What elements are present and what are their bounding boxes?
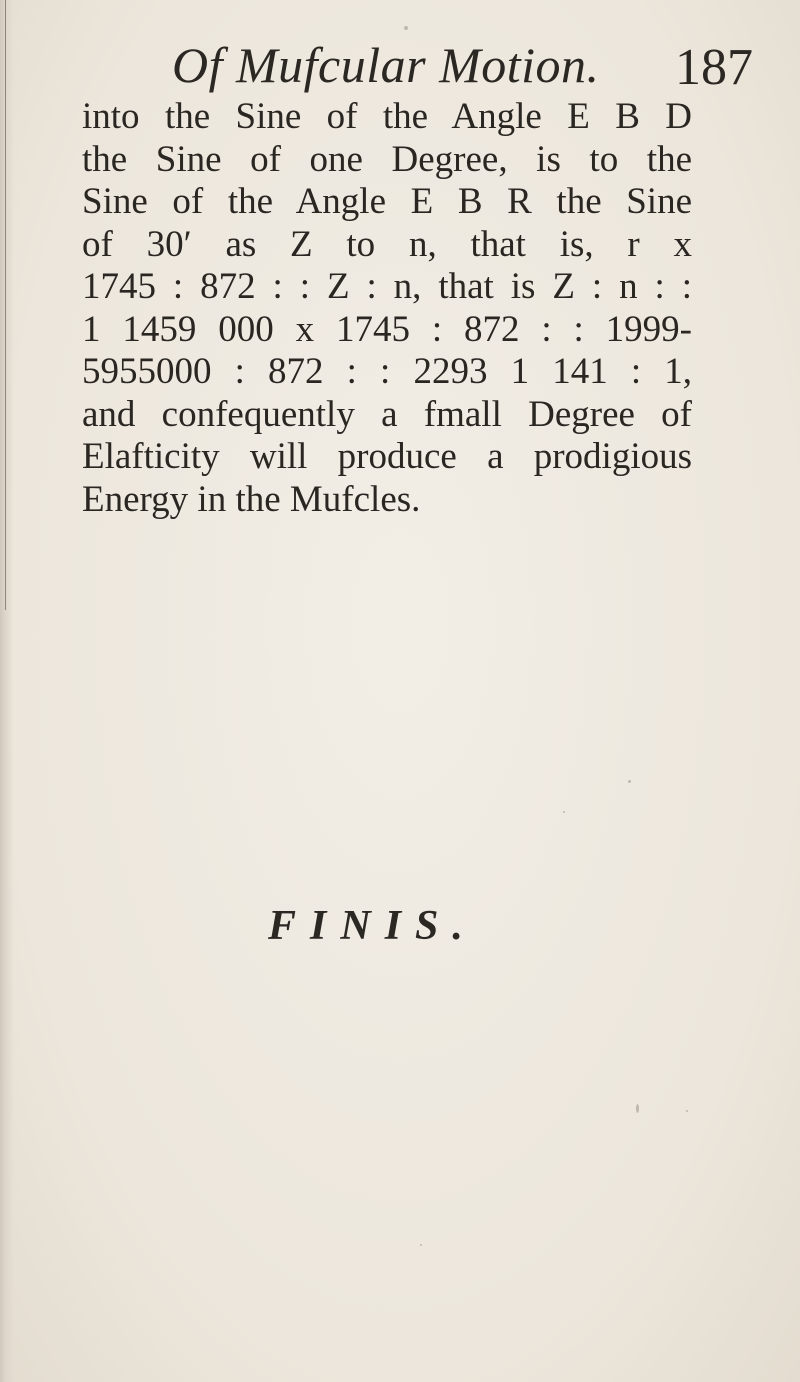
text-line: Elafticity will produce a prodigious	[82, 436, 692, 477]
finis-heading: FINIS.	[268, 903, 477, 949]
paper-speck	[563, 811, 565, 813]
gutter-edge-line	[5, 0, 6, 610]
paper-speck	[420, 1244, 422, 1246]
page-gutter	[0, 0, 14, 1382]
text-line: 1745 : 872 : : Z : n, that is Z : n : :	[82, 266, 692, 307]
page-number: 187	[675, 39, 753, 96]
text-line: Sine of the Angle E B R the Sine	[82, 181, 692, 222]
paper-speck	[404, 26, 408, 30]
paper-speck	[636, 1104, 639, 1113]
text-line: Energy in the Mufcles.	[82, 478, 421, 520]
text-line: into the Sine of the Angle E B D	[82, 96, 692, 137]
paper-speck	[686, 1110, 688, 1112]
text-line: the Sine of one Degree, is to the	[82, 138, 692, 180]
body-paragraph	[82, 96, 692, 521]
text-line: 1 1459 000 x 1745 : 872 : : 1999-	[82, 308, 692, 350]
running-title: Of Mufcular Motion.	[172, 37, 600, 93]
text-line: 5955000 : 872 : : 2293 1 141 : 1,	[82, 351, 692, 392]
paper-speck	[628, 780, 631, 783]
text-line: of 30′ as Z to n, that is, r x	[82, 223, 692, 265]
text-line: and confequently a fmall Degree of	[82, 393, 692, 435]
